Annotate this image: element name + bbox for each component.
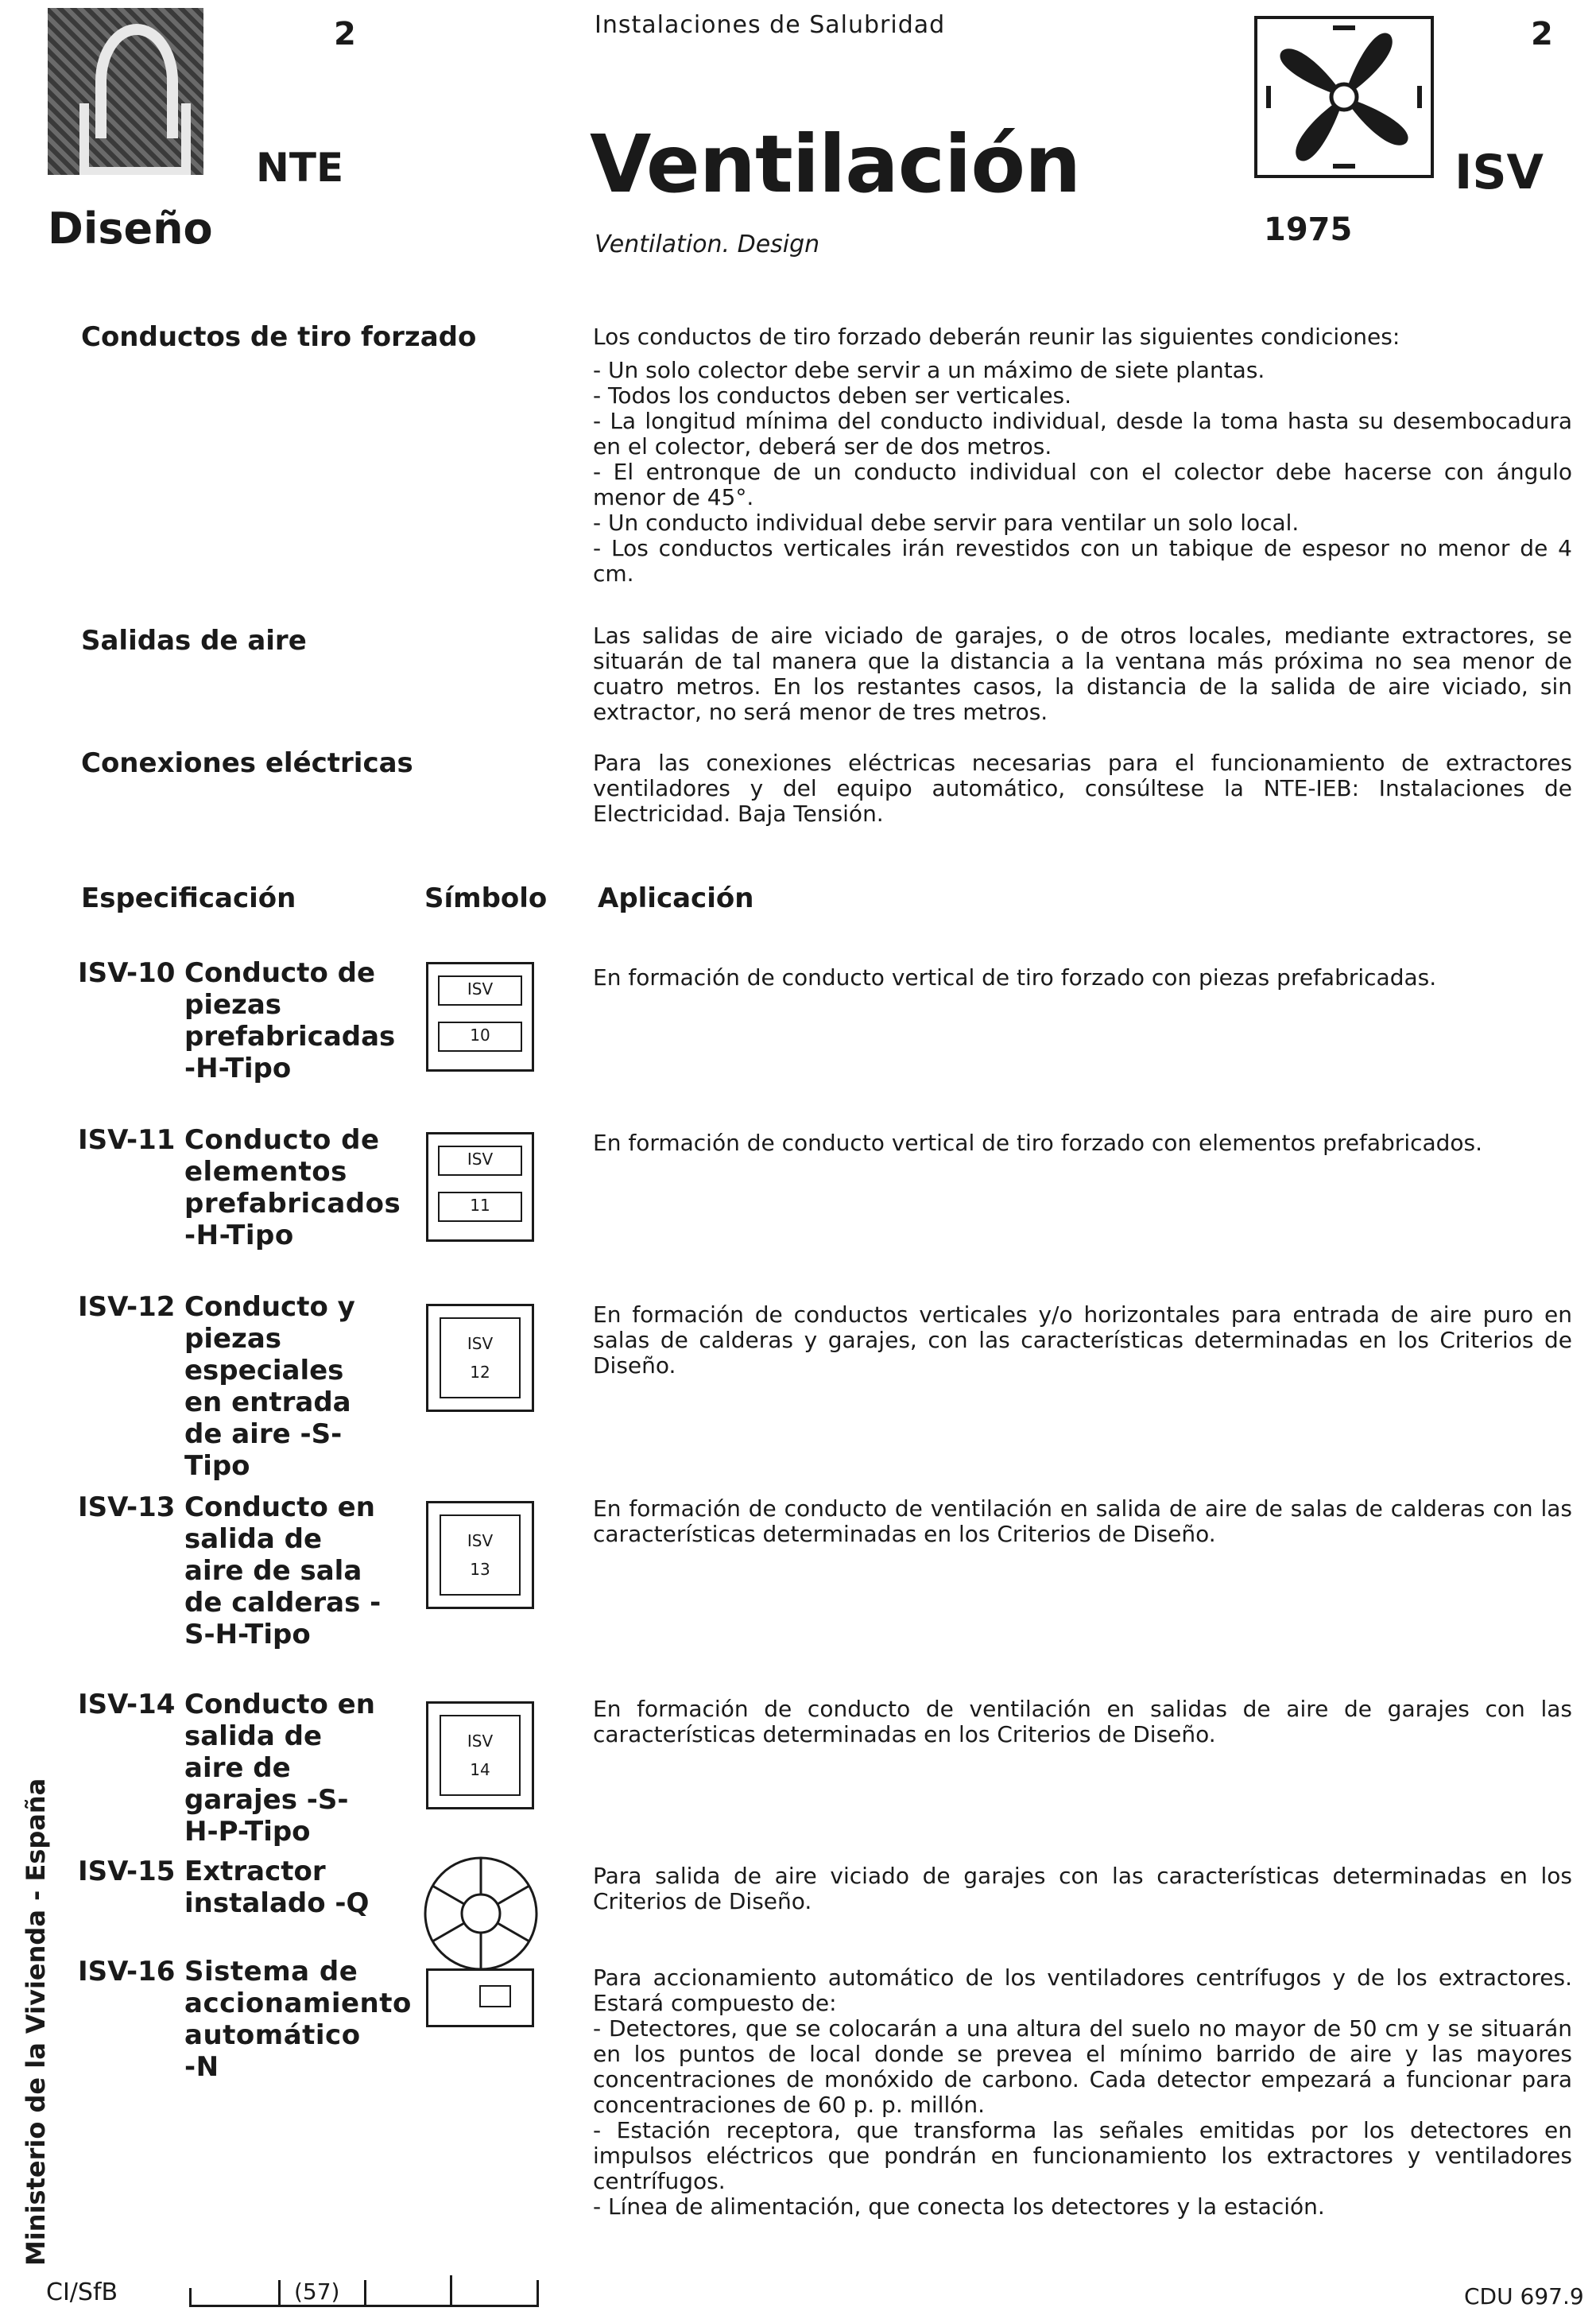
symbol-number: 14 xyxy=(470,1760,490,1779)
spec-application: En formación de conducto vertical de tiro forzado con elementos prefabricados. xyxy=(593,1130,1483,1156)
section-diseno: Diseño xyxy=(48,204,213,254)
forced-draft-item: - El entronque de un conducto individual con el colector debe hacerse con ángulo menor de 45°. xyxy=(593,459,1572,510)
spec-code: ISV-14 xyxy=(78,1689,176,1720)
spec-application: Para salida de aire viciado de garajes con las características determinadas en los Criterios de Diseño. xyxy=(593,1863,1572,1914)
automatic-system-symbol xyxy=(426,1968,534,2027)
spec-name: Extractor instalado -Q xyxy=(184,1856,370,1919)
nte-logo xyxy=(48,8,203,175)
duct-symbol xyxy=(426,962,534,1072)
forced-draft-item: - Todos los conductos deben ser verticales. xyxy=(593,382,1072,409)
duct-symbol xyxy=(426,1701,534,1809)
forced-draft-text xyxy=(593,324,1572,587)
forced-draft-item: - Los conductos verticales irán revestidos con un tabique de espesor no menor de 4 cm. xyxy=(593,535,1572,587)
cisfb-label: CI/SfB xyxy=(46,2278,118,2306)
col-header-application: Aplicación xyxy=(598,882,754,914)
spec-name: Conducto de piezas prefabricadas -H-Tipo xyxy=(184,957,396,1084)
spec-name: Conducto de elementos prefabricados -H-Tipo xyxy=(184,1124,401,1251)
spec-code: ISV-16 xyxy=(78,1956,176,1988)
forced-draft-item: - Un conducto individual debe servir para ventilar un solo local. xyxy=(593,510,1300,536)
col-header-spec: Especificación xyxy=(81,882,296,914)
forced-draft-intro: Los conductos de tiro forzado deberán reunir las siguientes condiciones: xyxy=(593,324,1400,350)
page-title: Ventilación xyxy=(590,118,1081,211)
automatic-system-item: - Línea de alimentación, que conecta los detectores y la estación. xyxy=(593,2193,1325,2220)
spec-name: Sistema de accionamiento automático -N xyxy=(184,1956,412,2083)
duct-symbol xyxy=(426,1304,534,1412)
nte-label: NTE xyxy=(256,145,344,191)
forced-draft-item: - Un solo colector debe servir a un máximo de siete plantas. xyxy=(593,357,1265,383)
symbol-frame xyxy=(440,1514,521,1596)
symbol-frame xyxy=(440,1317,521,1398)
electrical-text: Para las conexiones eléctricas necesarias para el funcionamiento de extractores ventiladores y del equipo automático, consúltese la NTE-IEB: Instalaciones de Electricidad. Baja Tensión. xyxy=(593,750,1572,827)
classification-bar xyxy=(189,2271,539,2307)
spec-code: ISV-11 xyxy=(78,1124,176,1156)
year: 1975 xyxy=(1264,211,1353,248)
duct-symbol xyxy=(426,1501,534,1609)
symbol-label: ISV xyxy=(438,1146,522,1176)
symbol-label: ISV xyxy=(467,1334,494,1353)
air-outlets-text: Las salidas de aire viciado de garajes, o de otros locales, mediante extractores, se situarán de tal manera que la distancia a la ventana más próxima no sea menor de cuatro metros. En los restantes casos, la distancia de la salida de aire viciado, sin extractor, no será menor de tres metros. xyxy=(593,622,1572,725)
col-header-symbol: Símbolo xyxy=(424,882,548,914)
spec-code: ISV-10 xyxy=(78,957,176,989)
automatic-system-intro: Para accionamiento automático de los ventiladores centrífugos y de los extractores. Estará compuesto de: xyxy=(593,1964,1572,2016)
spec-name: Conducto y piezas especiales en entrada de aire -S-Tipo xyxy=(184,1291,355,1482)
automatic-system-item: - Estación receptora, que transforma las señales emitidas por los detectores en impulsos eléctricos que pondrán en funcionamiento los extractores y ventiladores centrífugos. xyxy=(593,2117,1572,2194)
automatic-system-item: - Detectores, que se colocarán a una altura del suelo no mayor de 50 cm y se situarán en los puntos de local donde se prevea el mínimo barrido de aire y las mayores concentraciones de monóxido de carbono. Cada detector empezará a funcionar para concentraciones de 60 p. p. millón. xyxy=(593,2015,1572,2118)
standard-code: ISV xyxy=(1455,145,1544,200)
symbol-label: ISV xyxy=(467,1732,494,1751)
spec-name: Conducto en salida de aire de garajes -S-H-P-Tipo xyxy=(184,1689,375,1848)
series-title: Instalaciones de Salubridad xyxy=(595,11,946,39)
spec-code: ISV-13 xyxy=(78,1491,176,1523)
cdu-code: CDU 697.9 xyxy=(1464,2283,1584,2309)
symbol-number: 13 xyxy=(470,1560,490,1579)
forced-draft-label: Conductos de tiro forzado xyxy=(81,321,477,353)
symbol-frame xyxy=(440,1715,521,1796)
spec-application: En formación de conducto vertical de tiro forzado con piezas prefabricadas. xyxy=(593,964,1437,991)
sheet-number-right: 2 xyxy=(1531,16,1553,52)
forced-draft-item: - La longitud mínima del conducto individual, desde la toma hasta su desembocadura en el colector, deberá ser de dos metros. xyxy=(593,408,1572,460)
symbol-label: ISV xyxy=(438,975,522,1006)
classification-code: (57) xyxy=(294,2278,340,2305)
duct-symbol xyxy=(426,1132,534,1242)
symbol-number: 11 xyxy=(438,1192,522,1222)
ministry-label: Ministerio de la Vivienda - España xyxy=(21,1778,51,2266)
air-outlets-label: Salidas de aire xyxy=(81,625,307,657)
sheet-number-left: 2 xyxy=(334,16,356,52)
spec-application xyxy=(593,1965,1572,2220)
spec-application: En formación de conducto de ventilación en salidas de aire de garajes con las características determinadas en los Criterios de Diseño. xyxy=(593,1696,1572,1747)
spec-code: ISV-15 xyxy=(78,1856,176,1887)
electrical-label: Conexiones eléctricas xyxy=(81,747,413,779)
symbol-label: ISV xyxy=(467,1531,494,1550)
page-subtitle: Ventilation. Design xyxy=(595,231,820,258)
spec-application: En formación de conductos verticales y/o horizontales para entrada de aire puro en salas de calderas y garajes, con las características determinadas en los Criterios de Diseño. xyxy=(593,1301,1572,1379)
symbol-number: 10 xyxy=(438,1022,522,1052)
spec-application: En formación de conducto de ventilación en salida de aire de salas de calderas con las características determinadas en los Criterios de Diseño. xyxy=(593,1495,1572,1547)
fan-icon xyxy=(1254,16,1434,178)
spec-name: Conducto en salida de aire de sala de calderas -S-H-Tipo xyxy=(184,1491,382,1650)
spec-code: ISV-12 xyxy=(78,1291,176,1323)
detector-box xyxy=(479,1985,511,2007)
symbol-number: 12 xyxy=(470,1363,490,1382)
extractor-symbol xyxy=(421,1854,540,1973)
